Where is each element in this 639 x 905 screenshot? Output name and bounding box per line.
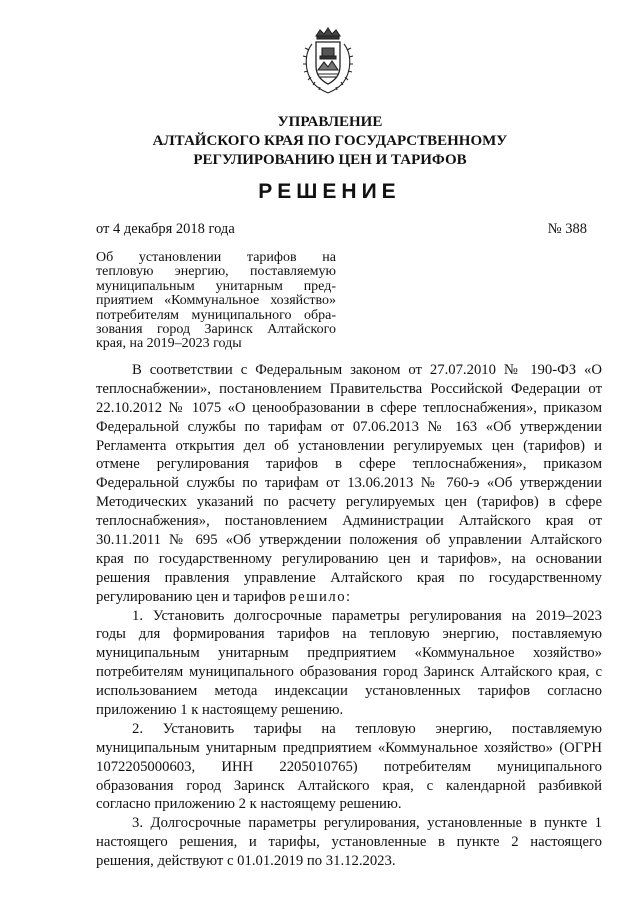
clause-1-line: потребителям муниципального образования город Заринск Алтайского края, с — [96, 664, 602, 681]
intro-line: отмене регулирования тарифов в сфере теплоснабжения», приказом — [96, 456, 602, 473]
clause-2-line: 2. Установить тарифы на тепловую энергию, поставляемую — [132, 720, 602, 737]
intro-line: Методических указаний по расчету регулируемых цен (тарифов) в сфере — [96, 494, 602, 511]
intro-line: решения правления управление Алтайского края по государственному — [96, 569, 602, 586]
subject-line: муниципальным унитарным пред- — [96, 278, 336, 294]
intro-line: Федеральной службы по тарифам от 13.06.2013 № 760-э «Об утверждении — [96, 475, 602, 492]
clause-2-line: образования город Заринск Алтайского края, с календарной разбивкой — [96, 777, 602, 794]
clause-2-line: согласно приложению 2 к настоящему решению. — [96, 796, 402, 813]
intro-last-text: регулированию цен и тарифов — [96, 588, 290, 605]
intro-line: 22.10.2012 № 1075 «О ценообразовании в сфере теплоснабжения», приказом — [96, 399, 602, 416]
coat-of-arms-icon — [298, 26, 358, 96]
decision-date: от 4 декабря 2018 года — [96, 221, 235, 237]
issuing-authority — [60, 113, 600, 170]
subject-line: зования город Заринск Алтайского — [96, 321, 336, 337]
intro-line: края по государственному регулированию цен и тарифов», на основании — [96, 550, 602, 567]
resolved-word: решило: — [289, 588, 352, 605]
clause-3-line: настоящего решения, и тарифы, установленные в пункте 2 настоящего — [96, 834, 602, 851]
authority-line-1: УПРАВЛЕНИЕ — [277, 114, 383, 130]
intro-line: В соответствии с Федеральным законом от 27.07.2010 № 190-ФЗ «О — [132, 362, 602, 378]
clause-3-line: 3. Долгосрочные параметры регулирования, установленные в пункте 1 — [132, 815, 602, 832]
intro-last-line — [96, 588, 602, 607]
authority-line-2: АЛТАЙСКОГО КРАЯ ПО ГОСУДАРСТВЕННОМУ — [152, 133, 508, 149]
intro-line: 30.11.2011 № 695 «Об утверждении положения об управлении Алтайского — [96, 532, 602, 549]
authority-line-3: РЕГУЛИРОВАНИЮ ЦЕН И ТАРИФОВ — [193, 152, 467, 168]
clause-1-line: годы для формирования тарифов на тепловую энергию, поставляемую — [96, 626, 602, 643]
intro-line: Федеральной службы по тарифам от 07.06.2013 № 163 «Об утверждении — [96, 418, 602, 435]
clause-2-line: муниципальным унитарным предприятием «Коммунальное хозяйство» (ОГРН — [96, 739, 602, 756]
subject-line: приятием «Коммунальное хозяйство» — [96, 293, 336, 309]
intro-line: теплоснабжения», постановлением Администрации Алтайского края от — [96, 513, 602, 530]
clause-1-line: приложению 1 к настоящему решению. — [96, 702, 344, 719]
decision-body — [96, 361, 602, 871]
clause-1-line: использованием метода индексации установленных тарифов согласно — [96, 683, 602, 700]
intro-line: Регламента открытия дел об установлении регулируемых цен (тарифов) и — [96, 437, 602, 454]
clause-2-line: 1072205000603, ИНН 2205010765) потребителям муниципального — [96, 758, 602, 775]
decision-number: № 388 — [547, 221, 587, 237]
document-type-title: РЕШЕНИЕ — [258, 180, 401, 203]
clause-1-line: муниципальным унитарным предприятием «Коммунальное хозяйство» — [96, 645, 602, 662]
clause-1-line: 1. Установить долгосрочные параметры регулирования на 2019–2023 — [132, 607, 602, 624]
subject-line: тепловую энергию, поставляемую — [96, 264, 336, 280]
intro-line: теплоснабжении», постановлением Правительства Российской Федерации от — [96, 380, 602, 397]
subject-line: потребителям муниципального обра- — [96, 307, 336, 323]
subject-line: Об установлении тарифов на — [96, 250, 336, 265]
subject-line: края, на 2019–2023 годы — [96, 336, 242, 352]
clause-3-line: решения, действуют с 01.01.2019 по 31.12.2023. — [96, 853, 396, 870]
decision-subject — [96, 251, 336, 352]
